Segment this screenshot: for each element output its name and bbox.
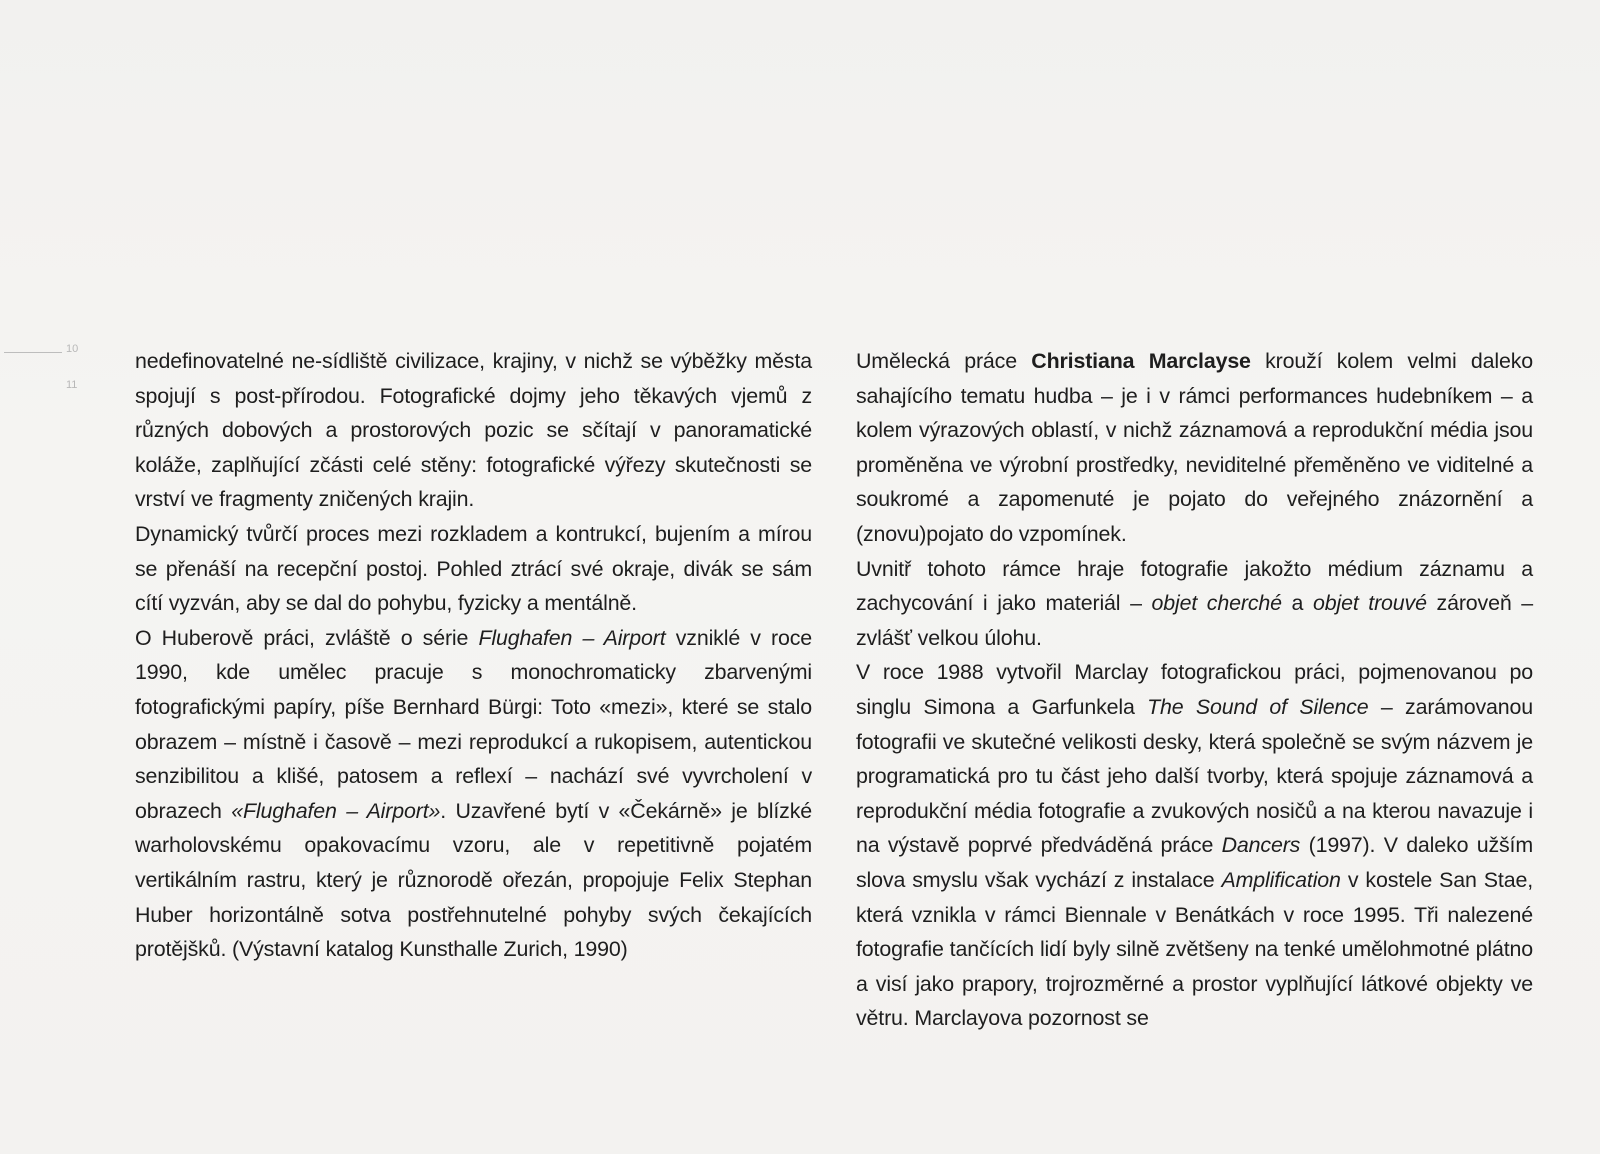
artist-name-bold: Christiana Marclayse bbox=[1031, 349, 1251, 373]
margin-rule bbox=[4, 352, 62, 353]
italic-title-flughafen-quoted: «Flughafen – Airport» bbox=[231, 798, 441, 823]
italic-objet-trouve: objet trouvé bbox=[1312, 591, 1427, 616]
left-paragraph-2 bbox=[135, 517, 812, 621]
text-segment: nedefinovatelné ne-sídliště civilizace, krajiny, v nichž se výběžky města spojují s post-přírodou. Fotografické dojmy jeho těkavých vjemů z různých dobových a prostorových pozic se sčítají v panoramatické koláže, zaplňující zčásti celé stěny: fotografické výřezy skutečnosti se vrství ve fragmenty zničených krajin. bbox=[135, 349, 812, 512]
left-paragraph-1 bbox=[135, 344, 812, 517]
text-segment: vzniklé v roce 1990, kde umělec pracuje s monochromaticky zbarvenými fotografickými papíry, píše Bernhard Bürgi: Toto «mezi», které se stalo obrazem – místně i časově – mezi reprodukcí a rukopisem, autentickou senzibilitou a klišé, patosem a reflexí – nachází své vyvrcholení v obrazech bbox=[135, 625, 813, 823]
italic-objet-cherche: objet cherché bbox=[1151, 591, 1282, 616]
right-paragraph-2 bbox=[856, 552, 1533, 656]
text-segment: v kostele San Stae, která vznikla v rámci Biennale v Benátkách v roce 1995. Tři nalezené fotografie tančících lidí byly silně zvětšeny na tenké umělohmotné plátno a visí jako prapory, trojrozměrné a prostor vyplňující látkové objekty ve větru. Marclayova pozornost se bbox=[856, 867, 1533, 1031]
italic-dancers: Dancers bbox=[1221, 833, 1301, 858]
text-segment: . Uzavřené bytí v «Čekárně» je blízké warholovskému opakovacímu vzoru, ale v repetitivně pojatém vertikálním rastru, který je různorodě ořezán, propojuje Felix Stephan Huber horizontálně sotva postřehnutelné pohyby svých čekajících protějšků. (Výstavní katalog Kunsthalle Zurich, 1990) bbox=[135, 798, 813, 962]
text-segment: Dynamický tvůrčí proces mezi rozkladem a kontrukcí, bujením a mírou se přenáší na recepční postoj. Pohled ztrácí své okraje, divák se sám cítí vyzván, aby se dal do pohybu, fyzicky a mentálně. bbox=[135, 521, 812, 616]
left-paragraph-3 bbox=[135, 621, 812, 967]
right-paragraph-1 bbox=[856, 344, 1533, 552]
margin-number-top: 10 bbox=[66, 343, 79, 355]
text-segment: a bbox=[1281, 591, 1313, 616]
text-segment: O Huberově práci, zvláště o série bbox=[135, 625, 479, 650]
text-segment: (1997). V daleko užším slova smyslu však vychází z instalace bbox=[856, 833, 1533, 892]
text-segment: – zarámovanou fotografii ve skutečné velikosti desky, která společně se svým názvem je programatická pro tu část jeho další tvorby, která spojuje záznamová a reprodukční média fotografie a zvukových nosičů a na kterou navazuje i na výstavě poprvé předváděná práce bbox=[856, 694, 1533, 858]
left-text-column bbox=[135, 344, 812, 967]
italic-amplification: Amplification bbox=[1221, 867, 1341, 892]
right-paragraph-3 bbox=[856, 655, 1533, 1036]
margin-number-second: 11 bbox=[66, 379, 78, 391]
text-segment: zároveň – zvlášť velkou úlohu. bbox=[856, 591, 1534, 650]
text-segment: Umělecká práce bbox=[856, 349, 1032, 373]
text-segment: V roce 1988 vytvořil Marclay fotografickou práci, pojmenovanou po singlu Simona a Garfunkela bbox=[856, 660, 1533, 719]
text-segment: Uvnitř tohoto rámce hraje fotografie jakožto médium záznamu a zachycování i jako materiál – bbox=[856, 556, 1533, 616]
right-text-column bbox=[856, 344, 1533, 1036]
italic-sound-of-silence: The Sound of Silence bbox=[1147, 694, 1369, 719]
text-segment: krouží kolem velmi daleko sahajícího tematu hudba – je i v rámci performances hudebníkem – a kolem výrazových oblastí, v nichž záznamová a reprodukční média jsou proměněna ve výrobní prostředky, neviditelné přeměněno ve viditelné a soukromé a zapomenuté je pojato do veřejného znázornění a (znovu)pojato do vzpomínek. bbox=[856, 349, 1533, 546]
italic-title-flughafen: Flughafen – Airport bbox=[478, 625, 666, 650]
